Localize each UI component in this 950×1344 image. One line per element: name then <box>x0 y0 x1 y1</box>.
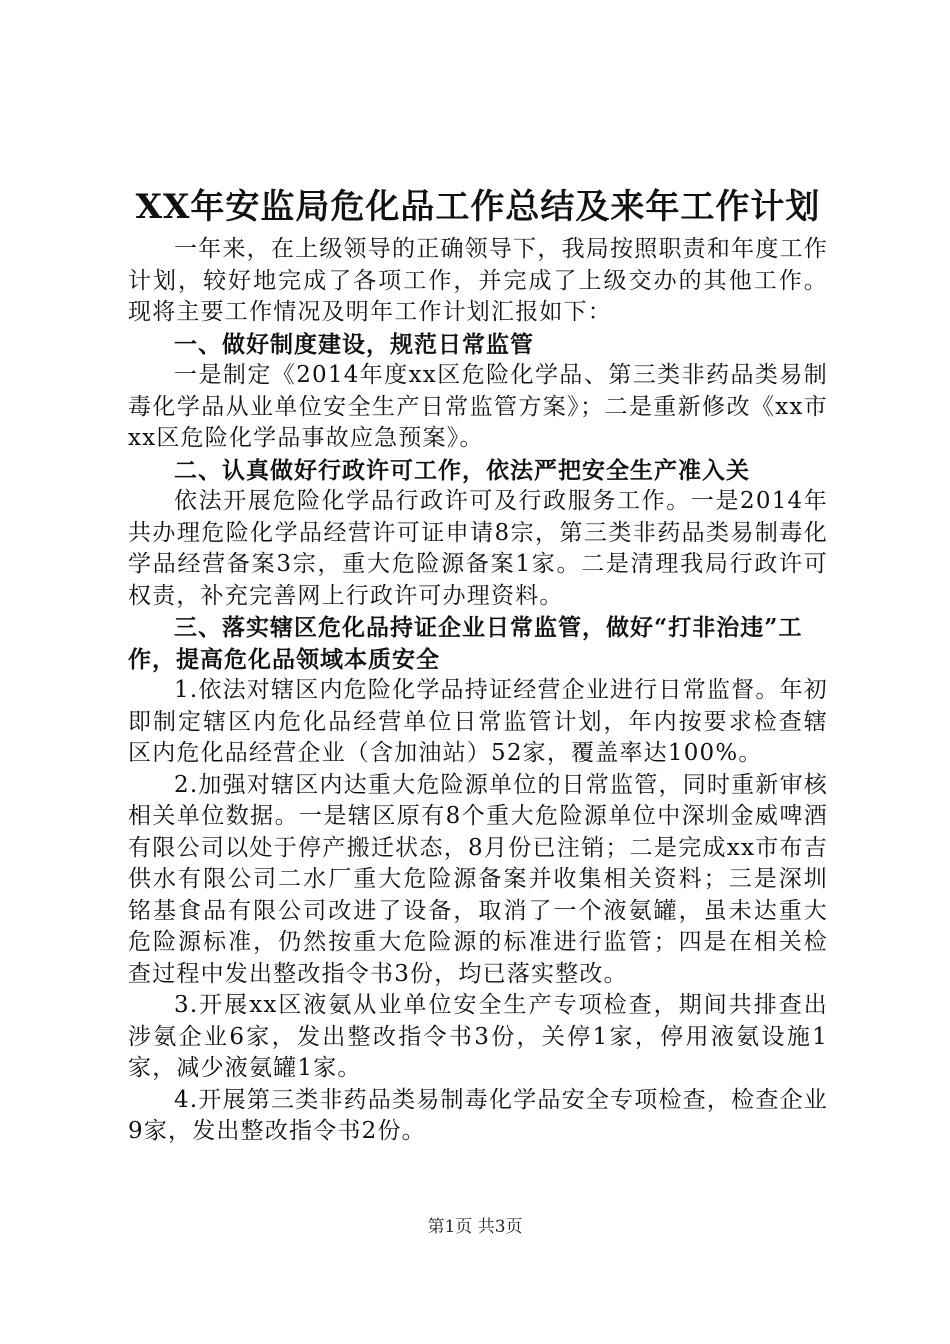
section-3-item-2: 2.加强对辖区内达重大危险源单位的日常监管，同时重新审核相关单位数据。一是辖区原有8个重大危险源单位中深圳金威啤酒有限公司以处于停产搬迁状态，8月份已注销；二是完成xx市布吉供水有限公司二水厂重大危险源备案并收集相关资料；三是深圳铭基食品有限公司改进了设备，取消了一个液氨罐，虽未达重大危险源标准，仍然按重大危险源的标准进行监管；四是在相关检查过程中发出整改指令书3份，均已落实整改。 <box>128 771 828 987</box>
intro-paragraph: 一年来，在上级领导的正确领导下，我局按照职责和年度工作计划，较好地完成了各项工作，并完成了上级交办的其他工作。现将主要工作情况及明年工作计划汇报如下： <box>128 236 828 325</box>
document-title: XX年安监局危化品工作总结及来年工作计划 <box>135 187 821 227</box>
document-page <box>128 182 828 1148</box>
section-2-body: 依法开展危险化学品行政许可及行政服务工作。一是2014年共办理危险化学品经营许可证申请8宗，第三类非药品类易制毒化学品经营备案3宗，重大危险源备案1家。二是清理我局行政许可权责，补充完善网上行政许可办理资料。 <box>128 488 828 609</box>
section-3-item-3: 3.开展xx区液氨从业单位安全生产专项检查，期间共排查出涉氨企业6家，发出整改指令书3份，关停1家，停用液氨设施1家，减少液氨罐1家。 <box>128 992 828 1081</box>
section-3-item-4: 4.开展第三类非药品类易制毒化学品安全专项检查，检查企业9家，发出整改指令书2份。 <box>128 1086 828 1144</box>
section-3-heading: 三、落实辖区危化品持证企业日常监管，做好“打非治违”工作，提高危化品领域本质安全 <box>128 614 803 673</box>
section-3-item-1: 1.依法对辖区内危险化学品持证经营企业进行日常监督。年初即制定辖区内危化品经营单位日常监管计划，年内按要求检查辖区内危化品经营企业（含加油站）52家，覆盖率达100%。 <box>128 677 828 766</box>
section-1-body: 一是制定《2014年度xx区危险化学品、第三类非药品类易制毒化学品从业单位安全生产日常监管方案》；二是重新修改《xx市xx区危险化学品事故应急预案》。 <box>128 362 828 451</box>
section-1-heading: 一、做好制度建设，规范日常监管 <box>174 330 534 358</box>
section-2-heading: 二、认真做好行政许可工作，依法严把安全生产准入关 <box>174 456 750 484</box>
page-number-footer: 第1页 共3页 <box>427 1217 523 1237</box>
